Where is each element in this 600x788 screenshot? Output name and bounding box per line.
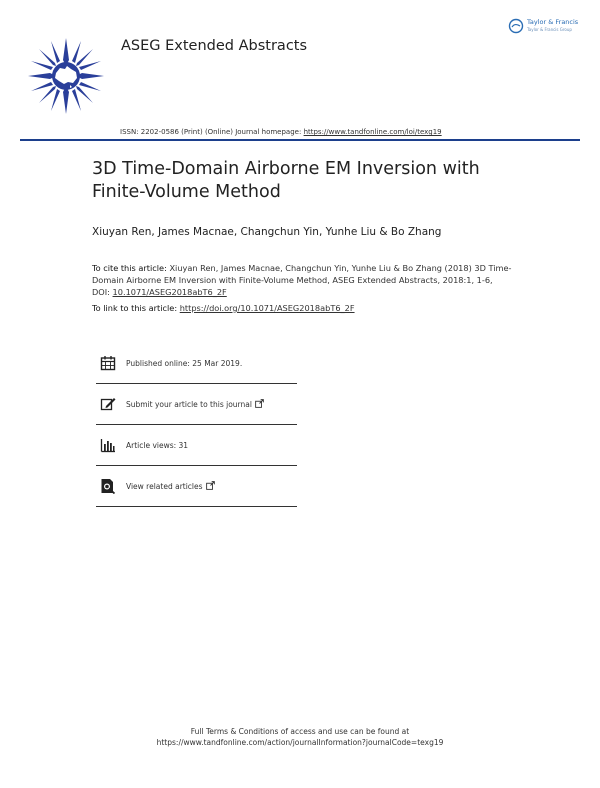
article-doi-link[interactable]: https://doi.org/10.1071/ASEG2018abT6_2F (179, 303, 355, 313)
article-views-row (96, 425, 297, 466)
submit-article-row[interactable] (96, 384, 297, 425)
published-date: Published online: 25 Mar 2019. (126, 358, 243, 368)
article-link-label: To link to this article: (92, 303, 178, 313)
external-link-icon (255, 399, 264, 410)
citation-doi-link[interactable]: 10.1071/ASEG2018abT6_2F (112, 287, 227, 297)
publisher-name: Taylor & Francis (527, 18, 579, 26)
header-divider (20, 139, 580, 141)
publisher-logo-icon (508, 18, 524, 34)
article-title: 3D Time-Domain Airborne EM Inversion with Finite-Volume Method (92, 159, 480, 202)
publisher-group: Taylor & Francis Group (527, 27, 572, 32)
citation-block (92, 262, 512, 298)
footer-terms-text: Full Terms & Conditions of access and use can be found at (190, 727, 410, 736)
bar-chart-icon (99, 436, 117, 454)
journal-title: ASEG Extended Abstracts (121, 38, 308, 54)
calendar-icon (99, 354, 117, 372)
article-link-block (92, 303, 355, 313)
footer (0, 726, 600, 748)
external-link-icon (206, 481, 215, 492)
submit-article-link[interactable]: Submit your article to this journal (126, 399, 252, 409)
publisher-logo[interactable] (508, 15, 584, 37)
aseg-star-logo-icon (26, 36, 106, 116)
citation-text: Xiuyan Ren, James Macnae, Changchun Yin, Yunhe Liu & Bo Zhang (2018) 3D Time-Domain Airborne EM Inversion with Finite-Volume Method, ASEG Extended Abstracts, 2018:1, 1-6, DOI: (92, 263, 512, 297)
article-authors: Xiuyan Ren, James Macnae, Changchun Yin, Yunhe Liu & Bo Zhang (92, 226, 442, 238)
related-articles-row[interactable] (96, 466, 297, 507)
published-row (96, 343, 297, 384)
issn-line (120, 128, 442, 136)
search-icon (99, 477, 117, 495)
article-views: Article views: 31 (126, 440, 189, 450)
footer-terms-link[interactable]: https://www.tandfonline.com/action/journalInformation?journalCode=texg19 (156, 738, 444, 747)
edit-icon (99, 395, 117, 413)
citation-label: To cite this article: (92, 263, 167, 273)
journal-homepage-link[interactable]: https://www.tandfonline.com/loi/texg19 (303, 128, 442, 136)
issn-text: ISSN: 2202-0586 (Print) (Online) Journal homepage: (120, 128, 302, 136)
related-articles-link[interactable]: View related articles (126, 481, 203, 491)
